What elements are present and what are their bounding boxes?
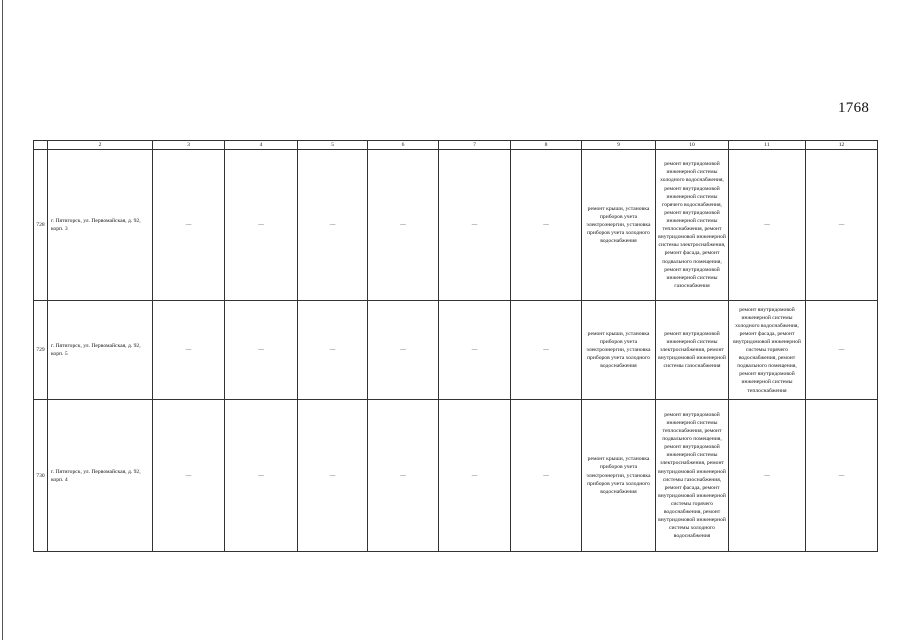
repair-works-cell: ремонт внутридомовой инженерной системы электроснабжения, ремонт внутридомовой инженерной системы газоснабжения	[656, 301, 729, 400]
repair-works-cell: ремонт внутридомовой инженерной системы теплоснабжения, ремонт подвального помещения, ремонт внутридомовой инженерной системы электроснабжения, ремонт внутридомовой инженерной системы газоснабжения, ремонт фасада, ремонт внутридомовой инженерной системы горячего водоснабжения, ремонт внутридомовой инженерной системы холодного водоснабжения	[656, 400, 729, 552]
column-number: 12	[806, 141, 878, 150]
dash-cell: —	[298, 150, 368, 301]
repair-works-cell: ремонт внутридомовой инженерной системы холодного водоснабжения, ремонт внутридомовой инженерной системы горячего водоснабжения, ремонт внутридомовой инженерной системы теплоснабжения, ремонт внутридомовой инженерной системы электроснабжения, ремонт фасада, ремонт подвального помещения, ремонт внутридомовой инженерной системы газоснабжения	[656, 150, 729, 301]
column-number: 10	[656, 141, 729, 150]
dash-cell: —	[806, 400, 878, 552]
column-number-row	[34, 141, 878, 150]
table-row	[34, 301, 878, 400]
dash-cell: —	[439, 150, 511, 301]
repair-works-cell: ремонт крыши, установка приборов учета электроэнергии, установка приборов учета холодного водоснабжения	[582, 150, 656, 301]
column-number: 7	[439, 141, 511, 150]
column-number	[34, 141, 48, 150]
dash-cell: —	[729, 400, 806, 552]
building-address: г. Пятигорск, ул. Первомайская, д. 92, корп. 3	[48, 150, 153, 301]
dash-cell: —	[225, 400, 298, 552]
dash-cell: —	[511, 400, 582, 552]
table-row	[34, 150, 878, 301]
dash-cell: —	[225, 301, 298, 400]
dash-cell: —	[806, 301, 878, 400]
dash-cell: —	[729, 150, 806, 301]
dash-cell: —	[439, 301, 511, 400]
column-number: 11	[729, 141, 806, 150]
column-number: 5	[298, 141, 368, 150]
dash-cell: —	[298, 400, 368, 552]
row-number: 729	[34, 301, 48, 400]
dash-cell: —	[511, 150, 582, 301]
column-number: 4	[225, 141, 298, 150]
dash-cell: —	[439, 400, 511, 552]
repair-works-cell: ремонт крыши, установка приборов учета электроэнергии, установка приборов учета холодного водоснабжения	[582, 400, 656, 552]
row-number: 730	[34, 400, 48, 552]
column-number: 2	[48, 141, 153, 150]
building-address: г. Пятигорск, ул. Первомайская, д. 92, корп. 5	[48, 301, 153, 400]
column-number: 6	[368, 141, 439, 150]
column-number: 9	[582, 141, 656, 150]
dash-cell: —	[368, 400, 439, 552]
dash-cell: —	[153, 400, 225, 552]
dash-cell: —	[511, 301, 582, 400]
repair-works-table	[33, 140, 878, 552]
dash-cell: —	[368, 150, 439, 301]
dash-cell: —	[153, 301, 225, 400]
repair-works-cell: ремонт внутридомовой инженерной системы холодного водоснабжения, ремонт фасада, ремонт внутридомовой инженерной системы горячего водоснабжения, ремонт подвального помещения, ремонт внутридомовой инженерной системы теплоснабжения	[729, 301, 806, 400]
column-number: 3	[153, 141, 225, 150]
dash-cell: —	[368, 301, 439, 400]
column-number: 8	[511, 141, 582, 150]
dash-cell: —	[806, 150, 878, 301]
page-left-edge-line	[2, 0, 3, 640]
dash-cell: —	[153, 150, 225, 301]
repair-works-cell: ремонт крыши, установка приборов учета электроэнергии, установка приборов учета холодного водоснабжения	[582, 301, 656, 400]
building-address: г. Пятигорск, ул. Первомайская, д. 92, корп. 4	[48, 400, 153, 552]
dash-cell: —	[225, 150, 298, 301]
row-number: 728	[34, 150, 48, 301]
page-number: 1768	[838, 100, 870, 116]
dash-cell: —	[298, 301, 368, 400]
table-row	[34, 400, 878, 552]
